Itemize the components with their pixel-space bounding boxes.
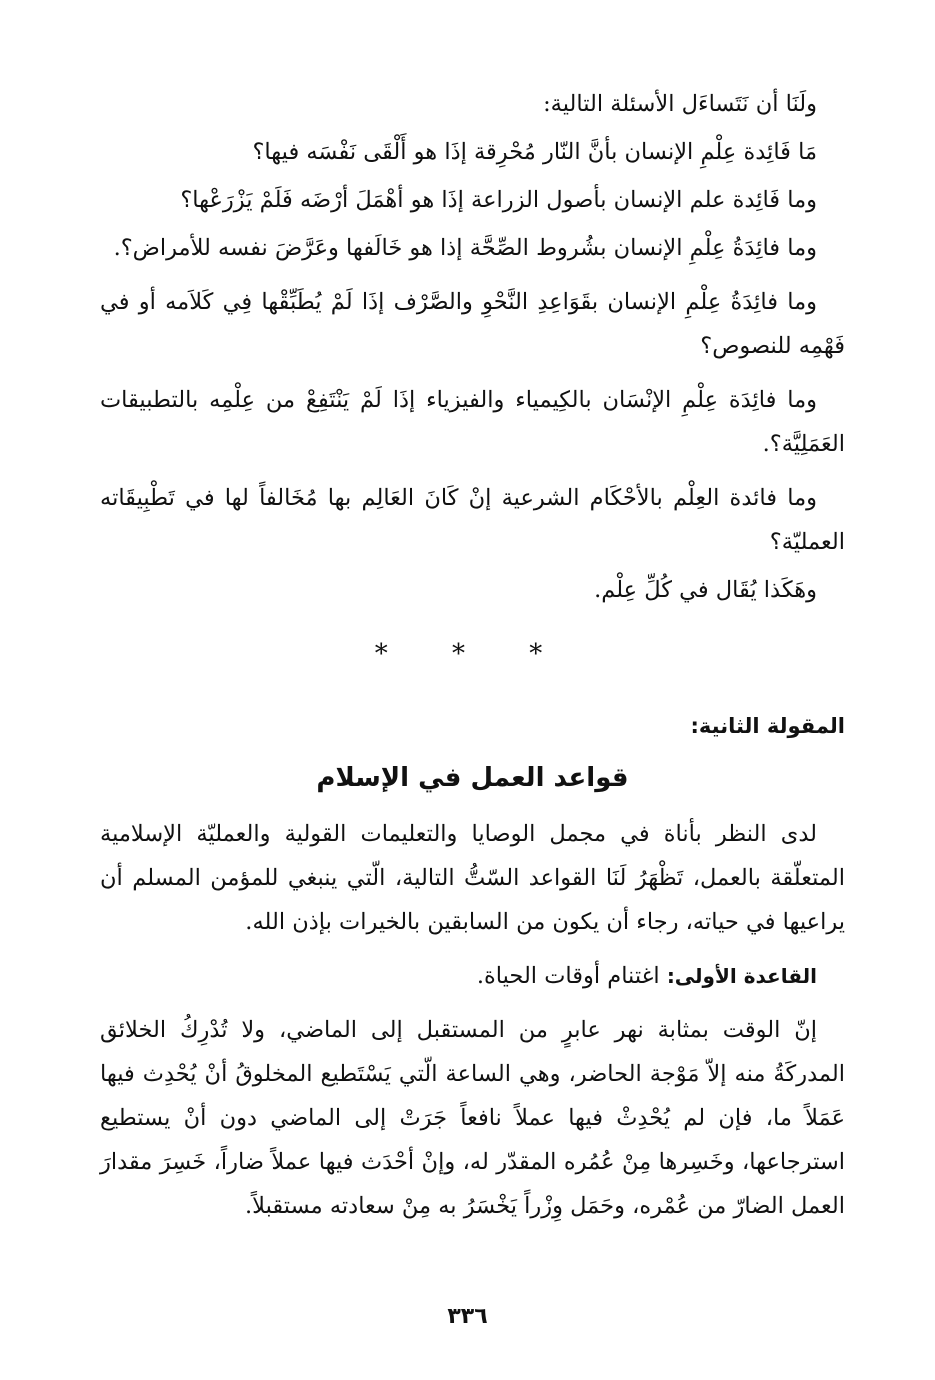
page-number: ٣٣٦ (447, 1304, 488, 1329)
question-5: وما فائِدَة عِلْمِ الإنْسَان بالكِيمياء والفيزياء إذَا لَمْ يَنْتَفِعْ من عِلْمِه بالتطبيقات العَمَلِيَّة؟. (100, 387, 845, 457)
question-4: وما فائِدَةُ عِلْمِ الإنسان بقَوَاعِدِ النَّحْوِ والصَّرْف إذَا لَمْ يُطَبِّقْها فِي كَلاَمه أو في فَهْمِه للنصوص؟ (100, 289, 845, 359)
section-title: قواعد العمل في الإسلام (316, 763, 629, 793)
question-6: وما فائدة العِلْم بالأحْكَام الشرعية إنْ كَانَ العَالِم بها مُخَالفاً لها في تَطْبِيقَاته العمليّة؟ (100, 485, 845, 555)
rule-1-paragraph: إنّ الوقت بمثابة نهر عابرٍ من المستقبل إلى الماضي، ولا تُدْرِكُ الخلائق المدركَةُ منه إلاّ مَوْجة الحاضر، وهي الساعة الّتي يَسْتَطيع المخلوقُ أنْ يُحْدِث فيها عَمَلاً ما، فإن لم يُحْدِثْ فيها عملاً نافعاً جَرَتْ إلى الماضي دون أنْ يستطيع استرجاعها، وخَسِرها مِنْ عُمُره المقدّر له، وإنْ أحْدَث فيها عملاً ضاراً، خَسِرَ مقدارَ العمل الضارّ من عُمْره، وحَمَل وِزْراً يَخْسَرُ به مِنْ سعادته مستقبلاً. (100, 1017, 845, 1219)
section-separator: * * * (374, 639, 571, 669)
closing-text: وهَكَذا يُقَال في كُلِّ عِلْم. (594, 577, 817, 603)
section-label: المقولة الثانية: (690, 714, 845, 738)
question-3: وما فائِدَةُ عِلْمِ الإنسان بشُروط الصِّحَّة إذا هو خَالَفها وعَرَّضَ نفسه للأمراض؟. (113, 235, 817, 261)
section-paragraph: لدى النظر بأناة في مجمل الوصايا والتعليمات القولية والعمليّة الإسلامية المتعلّقة بالعمل، تَظْهَرُ لَنَا القواعد السّتُّ التالية، الّتي ينبغي للمؤمن المسلم أن يراعيها في حياته، رجاء أن يكون من السابقين بالخيرات بإذن الله. (100, 821, 845, 935)
intro-text: ولَنَا أن نَتَساءَل الأسئلة التالية: (543, 91, 817, 117)
rule-1-heading: القاعدة الأولى: (666, 964, 817, 988)
page-body (100, 82, 845, 1238)
rule-1-line (100, 954, 845, 998)
question-2: وما فَائِدة علم الإنسان بأصول الزراعة إذَا هو أهْمَلَ أرْضَه فَلَمْ يَزْرَعْها؟ (180, 187, 817, 213)
rule-1-title: اغتنام أوقات الحياة. (476, 963, 660, 989)
question-1: مَا فَائِدة عِلْمِ الإنسان بأنَّ النّار مُحْرِقة إذَا هو أَلْقَى نَفْسَه فيها؟ (252, 139, 817, 165)
